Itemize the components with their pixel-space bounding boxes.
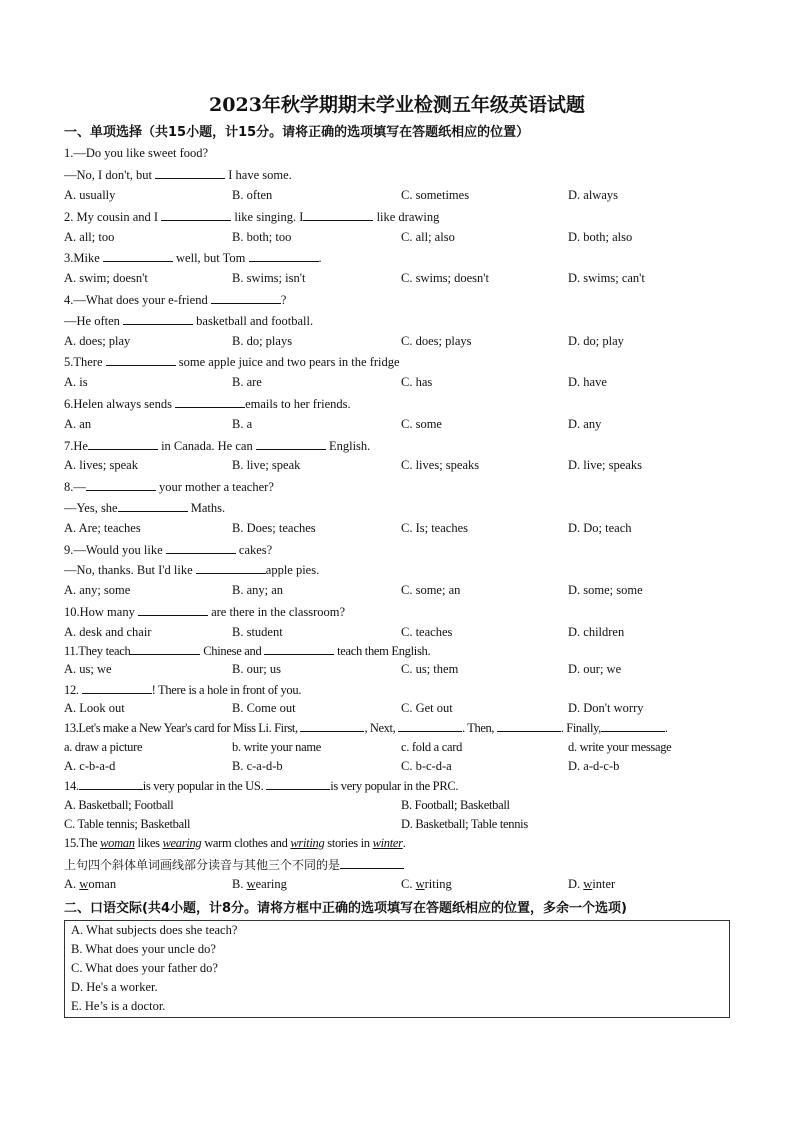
option-c: C. sometimes [401,188,470,202]
option-a: A. desk and chair [64,625,152,639]
step-d: d. write your message [568,740,672,754]
answer-blank [106,353,176,366]
answer-blank [303,208,373,221]
q7-options [64,457,744,473]
answer-blank [601,719,665,732]
q12-stem: 12. ! There is a hole in front of you. [64,683,302,697]
option-a: A. us; we [64,662,112,676]
box-option-a: A. What subjects does she teach? [71,923,238,937]
q3-options [64,270,744,286]
option-b: B. swims; isn't [232,271,306,285]
option-b: B. live; speak [232,458,301,472]
option-c: C. b-c-d-a [401,759,452,773]
option-b: B. both; too [232,230,292,244]
option-c: C. some [401,417,442,431]
option-d: D. Do; teach [568,521,632,535]
answer-blank [249,249,319,262]
option-a: A. swim; doesn't [64,271,148,285]
section-2-heading: 二、口语交际(共4小题，计8分。请将方框中正确的选项填写在答题纸相应的位置，多余一个选项) [64,901,627,916]
answer-blank [196,561,266,574]
option-a: A. an [64,417,92,431]
answer-blank [398,719,462,732]
answer-blank [123,312,193,325]
option-b: B. our; us [232,662,281,676]
answer-blank [82,681,152,694]
section-1-heading: 一、单项选择（共15小题，计15分。请将正确的选项填写在答题纸相应的位置） [64,125,530,140]
step-c: c. fold a card [401,740,463,754]
option-a: A. c-b-a-d [64,759,116,773]
q2-options [64,229,744,245]
answer-blank [130,642,200,655]
option-a: A. Basketball; Football [64,798,174,812]
q3-stem: 3.Mike well, but Tom . [64,251,322,265]
box-option-c: C. What does your father do? [71,961,218,975]
option-c: C. does; plays [401,334,472,348]
option-a: A. usually [64,188,116,202]
q1-line2: —No, I don't, but I have some. [64,168,292,182]
q5-options [64,374,744,390]
answer-blank [103,249,173,262]
q13-stem: 13.Let's make a New Year's card for Miss Li. First, , Next, . Then, . Finally, . [64,721,668,735]
answer-blank [300,719,364,732]
option-c: C. lives; speaks [401,458,480,472]
option-d: D. some; some [568,583,643,597]
q1-options [64,187,744,203]
answer-blank [138,603,208,616]
option-b: B. student [232,625,283,639]
option-a: A. all; too [64,230,115,244]
q14-options-row2 [64,816,744,832]
q15-instruction: 上句四个斜体单词画线部分读音与其他三个不同的是 [64,856,404,873]
option-d: D. children [568,625,625,639]
q12-options [64,700,744,716]
answer-blank [175,395,245,408]
box-option-e: E. He’s is a doctor. [71,999,166,1013]
option-b: B. Football; Basketball [401,798,510,812]
option-a: A. woman [64,877,117,891]
option-c: C. some; an [401,583,461,597]
option-d: D. any [568,417,602,431]
option-d: D. a-d-c-b [568,759,620,773]
option-a: A. Look out [64,701,125,715]
box-option-d: D. He's a worker. [71,980,158,994]
option-b: B. c-a-d-b [232,759,283,773]
option-d: D. our; we [568,662,622,676]
answer-blank [79,777,143,790]
q2-stem: 2. My cousin and I like singing. I like drawing [64,210,440,224]
q11-options [64,661,744,677]
q1-stem: 1.—Do you like sweet food? [64,146,209,160]
option-a: A. lives; speak [64,458,138,472]
option-c: C. writing [401,877,452,891]
option-b: B. are [232,375,262,389]
option-b: B. Come out [232,701,296,715]
option-d: D. Basketball; Table tennis [401,817,528,831]
q8-options [64,520,744,536]
answer-blank [266,777,330,790]
q9-stem: 9.—Would you like cakes? [64,543,273,557]
answer-blank [86,478,156,491]
option-d: D. both; also [568,230,633,244]
answer-blank [88,437,158,450]
option-a: A. is [64,375,88,389]
option-b: B. any; an [232,583,284,597]
q13-steps [64,739,744,755]
option-d: D. swims; can't [568,271,645,285]
option-c: C. Is; teaches [401,521,468,535]
q5-stem: 5.There some apple juice and two pears in the fridge [64,355,400,369]
q14-options-row1 [64,797,744,813]
answer-blank [264,642,334,655]
q15-options [64,876,744,892]
q4-options [64,333,744,349]
answer-blank [161,208,231,221]
answer-blank [211,291,281,304]
q14-stem: 14. is very popular in the US. is very popular in the PRC. [64,779,459,793]
q15-stem: 15.The woman likes wearing warm clothes and writing stories in winter. [64,836,406,850]
q6-stem: 6.Helen always sends emails to her friends. [64,397,351,411]
option-b: B. a [232,417,253,431]
q9-line2: —No, thanks. But I'd like apple pies. [64,563,320,577]
option-d: D. Don't worry [568,701,644,715]
option-d: D. winter [568,877,616,891]
option-b: B. Does; teaches [232,521,316,535]
answer-blank [497,719,561,732]
answer-blank [340,856,404,869]
box-option-b: B. What does your uncle do? [71,942,216,956]
q7-stem: 7.He in Canada. He can English. [64,439,371,453]
option-d: D. always [568,188,618,202]
option-d: D. have [568,375,607,389]
option-c: C. us; them [401,662,459,676]
option-c: C. Table tennis; Basketball [64,817,191,831]
option-b: B. do; plays [232,334,293,348]
step-a: a. draw a picture [64,740,143,754]
q11-stem: 11.They teach Chinese and teach them English. [64,644,431,658]
exam-title: 2023年秋学期期末学业检测五年级英语试题 [209,94,585,116]
option-c: C. has [401,375,433,389]
q4-stem: 4.—What does your e-friend ? [64,293,287,307]
step-b: b. write your name [232,740,322,754]
q13-options [64,758,744,774]
option-b: B. often [232,188,273,202]
q10-stem: 10.How many are there in the classroom? [64,605,346,619]
option-c: C. swims; doesn't [401,271,490,285]
option-a: A. does; play [64,334,131,348]
option-c: C. teaches [401,625,453,639]
option-a: A. any; some [64,583,131,597]
answer-blank [118,499,188,512]
q6-options [64,416,744,432]
answer-blank [166,541,236,554]
q4-line2: —He often basketball and football. [64,314,314,328]
q9-options [64,582,744,598]
option-b: B. wearing [232,877,287,891]
option-c: C. all; also [401,230,455,244]
answer-blank [256,437,326,450]
dialogue-options-box [64,920,730,1018]
q10-options [64,624,744,640]
option-c: C. Get out [401,701,453,715]
q8-line2: —Yes, she Maths. [64,501,226,515]
q8-stem: 8.— your mother a teacher? [64,480,274,494]
option-a: A. Are; teaches [64,521,141,535]
option-d: D. do; play [568,334,624,348]
answer-blank [155,166,225,179]
option-d: D. live; speaks [568,458,642,472]
